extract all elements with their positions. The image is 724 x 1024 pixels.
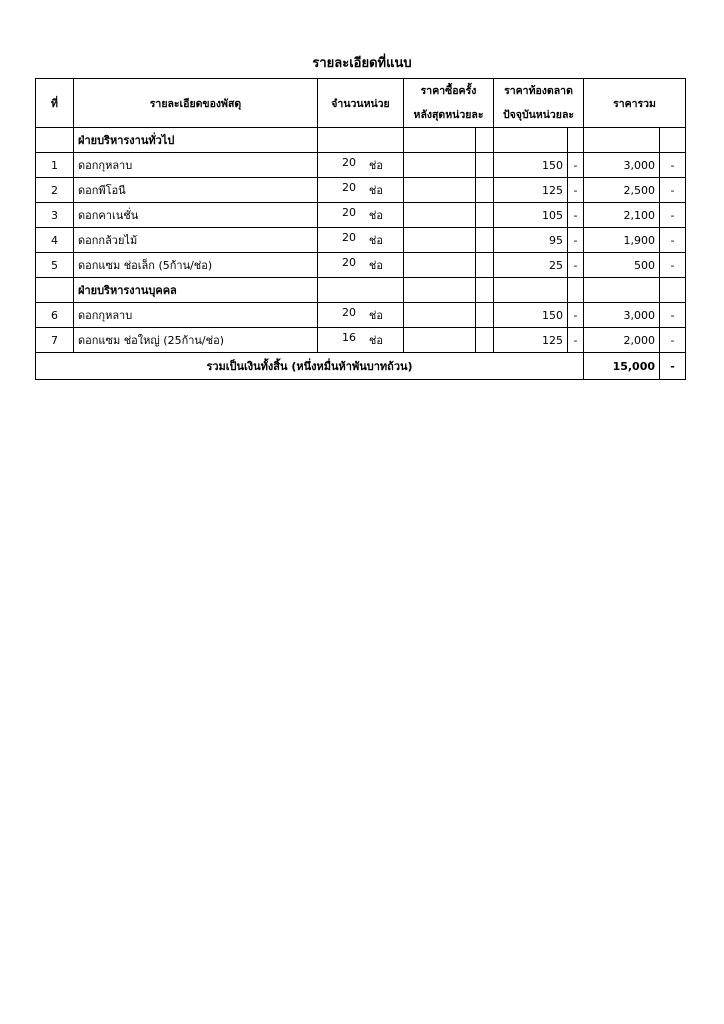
empty-cell (494, 278, 568, 303)
table-row (36, 178, 686, 203)
row-item: ดอกแซม ช่อใหญ่ (25ก้าน/ช่อ) (74, 328, 318, 353)
row-no: 7 (36, 328, 74, 353)
header-last-price-line2: หลังสุดหน่วยละ (413, 109, 484, 121)
row-market-price: 125 (494, 178, 568, 203)
empty-cell (660, 128, 686, 153)
row-market-price: 25 (494, 253, 568, 278)
header-last-price-line1: ราคาซื้อครั้ง (420, 85, 477, 97)
row-no: 5 (36, 253, 74, 278)
grand-total-amount: 15,000 (584, 353, 660, 380)
empty-cell (404, 128, 476, 153)
row-no: 4 (36, 228, 74, 253)
row-unit: ช่อ (368, 209, 383, 222)
row-total-dash: - (660, 153, 686, 178)
grand-total-row (36, 353, 686, 380)
row-qty: 20 (342, 231, 356, 244)
row-qty-cell (318, 228, 404, 253)
row-item: ดอกกล้วยไม้ (74, 228, 318, 253)
row-last-price (404, 153, 476, 178)
row-no: 6 (36, 303, 74, 328)
row-unit: ช่อ (368, 234, 383, 247)
group-row (36, 278, 686, 303)
empty-cell (476, 278, 494, 303)
row-total-dash: - (660, 228, 686, 253)
grand-total-dash: - (660, 353, 686, 380)
row-market-price: 105 (494, 203, 568, 228)
header-last-price (404, 79, 494, 128)
row-last-price (404, 253, 476, 278)
table-row (36, 303, 686, 328)
row-qty-cell (318, 153, 404, 178)
row-market-dash: - (568, 303, 584, 328)
row-unit: ช่อ (368, 159, 383, 172)
row-total: 2,500 (584, 178, 660, 203)
row-market-dash: - (568, 178, 584, 203)
row-qty: 20 (342, 306, 356, 319)
group-name: ฝ่ายบริหารงานบุคคล (74, 278, 318, 303)
row-no: 3 (36, 203, 74, 228)
row-total-dash: - (660, 253, 686, 278)
empty-cell (660, 278, 686, 303)
row-total-dash: - (660, 328, 686, 353)
table-row (36, 253, 686, 278)
row-unit: ช่อ (368, 334, 383, 347)
row-unit: ช่อ (368, 309, 383, 322)
row-last-price (404, 303, 476, 328)
row-total: 500 (584, 253, 660, 278)
row-total: 3,000 (584, 303, 660, 328)
row-total: 2,000 (584, 328, 660, 353)
row-item: ดอกกุหลาบ (74, 303, 318, 328)
row-no: 1 (36, 153, 74, 178)
row-last-price (404, 203, 476, 228)
header-market-price (494, 79, 584, 128)
row-qty: 20 (342, 156, 356, 169)
header-total: ราคารวม (584, 79, 686, 128)
row-market-dash: - (568, 228, 584, 253)
empty-cell (568, 128, 584, 153)
row-qty: 20 (342, 181, 356, 194)
empty-cell (404, 278, 476, 303)
header-detail: รายละเอียดของพัสดุ (74, 79, 318, 128)
grand-total-label: รวมเป็นเงินทั้งสิ้น (หนึ่งหมื่นห้าพันบาทถ้วน) (36, 353, 584, 380)
row-market-price: 95 (494, 228, 568, 253)
group-no-cell (36, 128, 74, 153)
row-last-price-dash (476, 153, 494, 178)
row-qty-cell (318, 303, 404, 328)
row-total: 1,900 (584, 228, 660, 253)
page-title: รายละเอียดที่แนบ (312, 56, 412, 71)
row-last-price-dash (476, 328, 494, 353)
header-market-price-line2: ปัจจุบันหน่วยละ (502, 109, 575, 121)
row-market-dash: - (568, 253, 584, 278)
empty-cell (584, 128, 660, 153)
row-item: ดอกคาเนชั่น (74, 203, 318, 228)
table-row (36, 153, 686, 178)
row-item: ดอกกุหลาบ (74, 153, 318, 178)
group-row (36, 128, 686, 153)
table-header-row (36, 79, 686, 128)
row-qty: 16 (342, 331, 356, 344)
row-last-price (404, 228, 476, 253)
empty-cell (568, 278, 584, 303)
row-last-price-dash (476, 253, 494, 278)
row-total-dash: - (660, 178, 686, 203)
row-item: ดอกพีโอนี (74, 178, 318, 203)
row-total-dash: - (660, 203, 686, 228)
row-unit: ช่อ (368, 259, 383, 272)
row-qty-cell (318, 203, 404, 228)
row-total: 2,100 (584, 203, 660, 228)
row-last-price (404, 178, 476, 203)
row-last-price-dash (476, 178, 494, 203)
row-last-price (404, 328, 476, 353)
row-last-price-dash (476, 203, 494, 228)
row-unit: ช่อ (368, 184, 383, 197)
row-total: 3,000 (584, 153, 660, 178)
empty-cell (494, 128, 568, 153)
row-qty-cell (318, 178, 404, 203)
row-market-price: 150 (494, 303, 568, 328)
items-table (35, 78, 686, 380)
empty-cell (584, 278, 660, 303)
empty-cell (318, 278, 404, 303)
group-no-cell (36, 278, 74, 303)
row-qty-cell (318, 328, 404, 353)
header-no: ที่ (36, 79, 74, 128)
table-row (36, 203, 686, 228)
row-market-dash: - (568, 153, 584, 178)
group-name: ฝ่ายบริหารงานทั่วไป (74, 128, 318, 153)
header-qty: จำนวนหน่วย (318, 79, 404, 128)
row-last-price-dash (476, 303, 494, 328)
empty-cell (476, 128, 494, 153)
row-market-dash: - (568, 328, 584, 353)
row-qty: 20 (342, 256, 356, 269)
row-total-dash: - (660, 303, 686, 328)
table-row (36, 228, 686, 253)
header-market-price-line1: ราคาท้องตลาด (504, 85, 573, 97)
row-market-price: 125 (494, 328, 568, 353)
row-last-price-dash (476, 228, 494, 253)
row-qty-cell (318, 253, 404, 278)
row-qty: 20 (342, 206, 356, 219)
row-market-dash: - (568, 203, 584, 228)
empty-cell (318, 128, 404, 153)
row-item: ดอกแซม ช่อเล็ก (5ก้าน/ช่อ) (74, 253, 318, 278)
row-no: 2 (36, 178, 74, 203)
table-row (36, 328, 686, 353)
row-market-price: 150 (494, 153, 568, 178)
